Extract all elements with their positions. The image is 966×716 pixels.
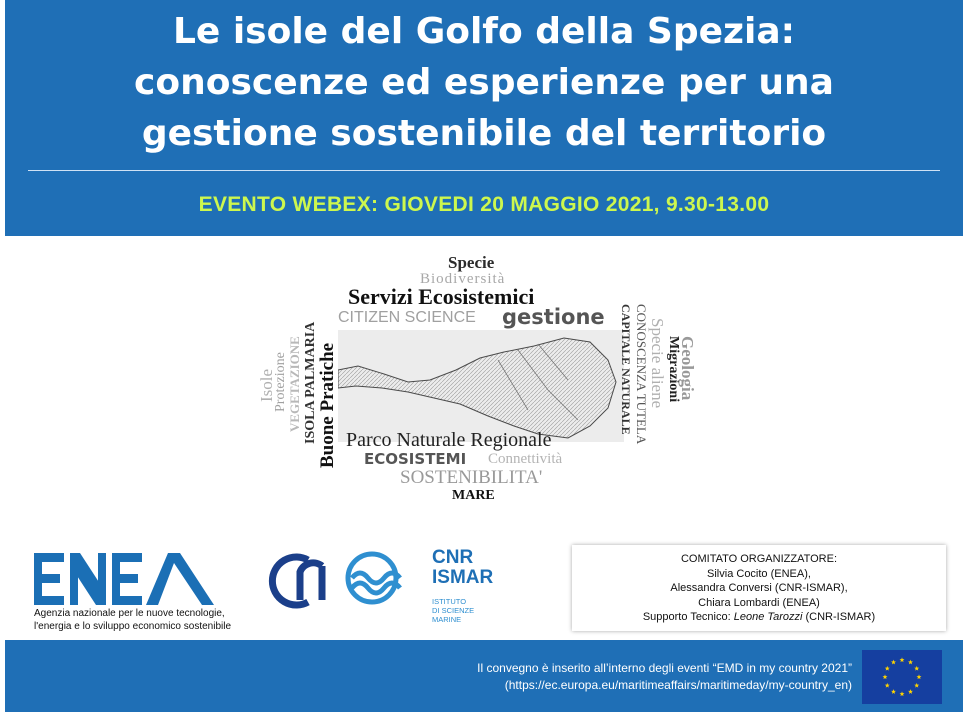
enea-caption [34,607,231,633]
title-line-2: conoscenze ed esperienze per una [134,62,834,103]
word-ecosistemi: ECOSISTEMI [364,450,467,468]
word-biodiversita: Biodiversità [420,271,506,287]
word-protezione: Protezione [273,352,288,412]
word-parco: Parco Naturale Regionale [346,429,552,451]
support-org: (CNR-ISMAR) [805,611,876,623]
word-isola-palmaria: ISOLA PALMARIA [303,321,318,444]
word-geologia: Geologia [678,336,697,401]
word-conoscenza-tutela: CONOSCENZA TUTELA [634,304,649,445]
word-specie-aliene: Specie aliene [648,318,667,409]
title-divider [28,170,940,171]
title-line-1: Le isole del Golfo della Spezia: [172,11,796,52]
word-capitale-naturale: CAPITALE NATURALE [619,304,633,435]
ismar-label: ISMAR [432,567,494,588]
word-specie: Specie [448,253,495,272]
committee-member-3: Chiara Lombardi (ENEA) [698,596,820,609]
support-label: Supporto Tecnico: [642,611,731,623]
committee-heading: COMITATO ORGANIZZATORE: [680,553,838,565]
word-migrazioni: Migrazioni [666,336,681,403]
support-name: Leone Tarozzi [733,611,803,623]
footer-note [360,660,852,694]
title-line-3: gestione sostenibile del territorio [141,113,827,154]
footer-line-1: Il convegno è inserito all’interno degli eventi “EMD in my country 2021” [477,661,852,675]
cnr-ismar-wordmark [432,548,493,588]
word-citizen-science: CITIZEN SCIENCE [338,309,476,326]
technical-support [572,610,946,625]
ismar-caption-line-1: ISTITUTO [432,597,467,606]
word-buone-pratiche: Buone Pratiche [317,342,338,468]
eu-flag-icon [862,650,942,704]
word-sostenibilita: SOSTENIBILITA' [400,467,543,488]
cnr-label: CNR [432,547,474,568]
enea-logo [34,553,214,605]
word-servizi-ecosistemici: Servizi Ecosistemici [348,284,535,309]
footer-url[interactable]: (https://ec.europa.eu/maritimeaffairs/maritimeday/my-country_en) [504,678,852,692]
enea-caption-line-1: Agenzia nazionale per le nuove tecnologie, [34,608,225,619]
word-gestione: gestione [502,305,605,329]
committee-member-2: Alessandra Conversi (CNR-ISMAR), [670,582,848,594]
page-title [5,6,963,159]
word-vegetazione: VEGETAZIONE [287,336,302,432]
word-isole: Isole [257,368,276,402]
ismar-caption-line-3: MARINE [432,615,462,624]
ismar-caption [432,597,474,624]
word-mare: MARE [452,488,495,503]
ismar-caption-line-2: DI SCIENZE [432,606,475,615]
cnr-logo [264,548,414,614]
committee-member-1: Silvia Cocito (ENEA), [707,567,811,580]
island-map-image [338,330,624,442]
word-cloud [250,240,710,520]
event-date: EVENTO WEBEX: GIOVEDI 20 MAGGIO 2021, 9.30-13.00 [198,193,770,216]
organizing-committee-box [572,545,946,631]
enea-caption-line-2: l'energia e lo sviluppo economico sostenibile [34,621,232,632]
word-connettivita: Connettività [488,451,563,467]
